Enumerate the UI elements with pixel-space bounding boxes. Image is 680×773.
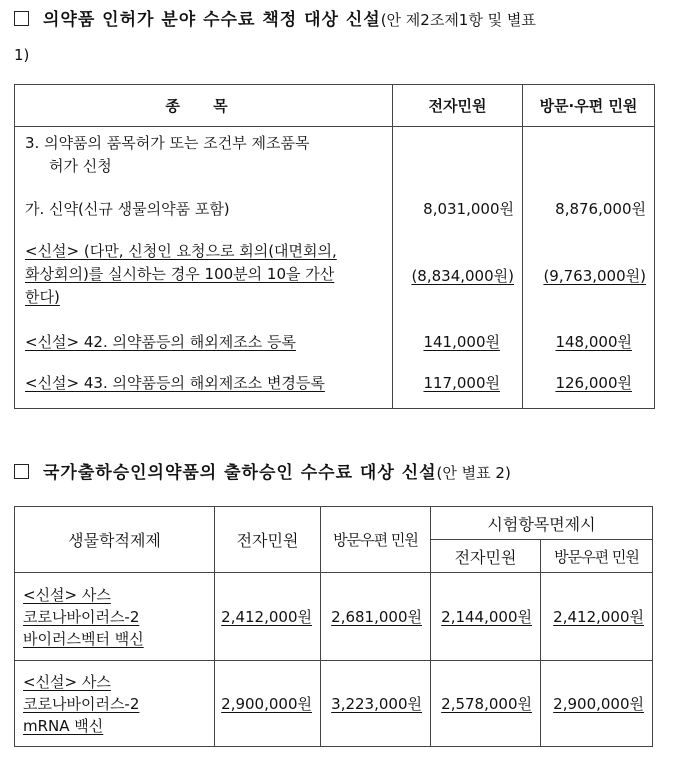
header-biologics: 생물학적제제: [15, 507, 215, 573]
section1-heading: [14, 6, 536, 34]
new-proviso-line3: 한다): [25, 288, 60, 306]
header-visit-mail: 방문·우편 민원: [523, 85, 655, 127]
section2-title: 국가출하승인의약품의 출하승인 수수료 대상 신설: [43, 463, 437, 483]
row42-electronic: 141,000원: [423, 333, 500, 351]
header-exempt-electronic: 전자민원: [431, 540, 541, 573]
fee-exempt-visit-mail-value: 2,412,000원: [553, 608, 645, 626]
new-proviso-line2: 화상회의)를 실시하는 경우 100분의 10을 가산: [25, 265, 335, 283]
row-ga-visit-mail: 8,876,000원: [555, 200, 646, 218]
table-row: [15, 661, 653, 747]
electronic-column: [393, 127, 523, 409]
fee-electronic: [215, 573, 321, 661]
vaccine-name-line3: 바이러스벡터 백신: [23, 629, 144, 648]
fee-electronic: [215, 661, 321, 747]
section2-heading: [14, 459, 511, 487]
fee-electronic-value: 2,900,000원: [221, 695, 312, 713]
section2-note: (안 별표 2): [436, 464, 511, 482]
row43-label: <신설> 43. 의약품등의 해외제조소 변경등록: [25, 374, 325, 392]
fee-exempt-electronic-value: 2,144,000원: [441, 608, 532, 626]
header-test-exemption: 시험항목면제시: [431, 507, 653, 540]
table1-body-row: [15, 127, 655, 409]
fee-exempt-electronic: [431, 661, 541, 747]
row42-visit-mail: 148,000원: [555, 333, 632, 351]
section1-note-continued: 1): [14, 46, 30, 64]
visit-mail-column: [523, 127, 655, 409]
fee-table-1: [14, 84, 655, 409]
vaccine-name-line3: mRNA 백신: [23, 716, 104, 735]
new-proviso-electronic: (8,834,000원): [411, 267, 514, 285]
fee-visit-mail: [321, 661, 431, 747]
fee-visit-mail: [321, 573, 431, 661]
fee-exempt-visit-mail: [541, 661, 653, 747]
header-electronic: 전자민원: [215, 507, 321, 573]
vaccine-name-cell: [15, 661, 215, 747]
fee-table-2: [14, 506, 653, 747]
fee-visit-mail-value: 3,223,000원: [331, 695, 422, 713]
table1-header-row: [15, 85, 655, 127]
row-ga-label: 가. 신약(신규 생물의약품 포함): [25, 200, 230, 218]
checkbox-square-icon: [14, 11, 29, 26]
vaccine-name-line2: 코로나바이러스-2: [23, 694, 140, 713]
fee-visit-mail-value: 2,681,000원: [331, 608, 422, 626]
table-row: [15, 573, 653, 661]
vaccine-name-line2: 코로나바이러스-2: [23, 607, 140, 626]
checkbox-square-icon: [14, 464, 29, 479]
section1-note: (안 제2조제1항 및 별표: [380, 11, 536, 29]
item3-line2: 허가 신청: [49, 157, 112, 175]
fee-electronic-value: 2,412,000원: [221, 608, 312, 626]
new-proviso-line1: <신설> (다만, 신청인 요청으로 회의(대면회의,: [25, 242, 337, 260]
section1-title: 의약품 인허가 분야 수수료 책정 대상 신설: [43, 10, 381, 30]
item-column: [15, 127, 393, 409]
fee-exempt-electronic: [431, 573, 541, 661]
row43-visit-mail: 126,000원: [555, 374, 632, 392]
header-visit-mail: 방문우편 민원: [321, 507, 431, 573]
vaccine-name-cell: [15, 573, 215, 661]
item3-line1: 3. 의약품의 품목허가 또는 조건부 제조품목: [25, 134, 310, 152]
row-ga-electronic: 8,031,000원: [423, 200, 514, 218]
row42-label: <신설> 42. 의약품등의 해외제조소 등록: [25, 333, 296, 351]
header-item: 종 목: [15, 85, 393, 127]
fee-exempt-electronic-value: 2,578,000원: [441, 695, 532, 713]
fee-exempt-visit-mail: [541, 573, 653, 661]
header-exempt-visit-mail: 방문우편 민원: [541, 540, 653, 573]
header-electronic: 전자민원: [393, 85, 523, 127]
table2-header-row1: [15, 507, 653, 540]
row43-electronic: 117,000원: [423, 374, 500, 392]
vaccine-name-line1: <신설> 사스: [23, 672, 111, 691]
new-proviso-visit-mail: (9,763,000원): [543, 267, 646, 285]
vaccine-name-line1: <신설> 사스: [23, 585, 111, 604]
fee-exempt-visit-mail-value: 2,900,000원: [553, 695, 645, 713]
